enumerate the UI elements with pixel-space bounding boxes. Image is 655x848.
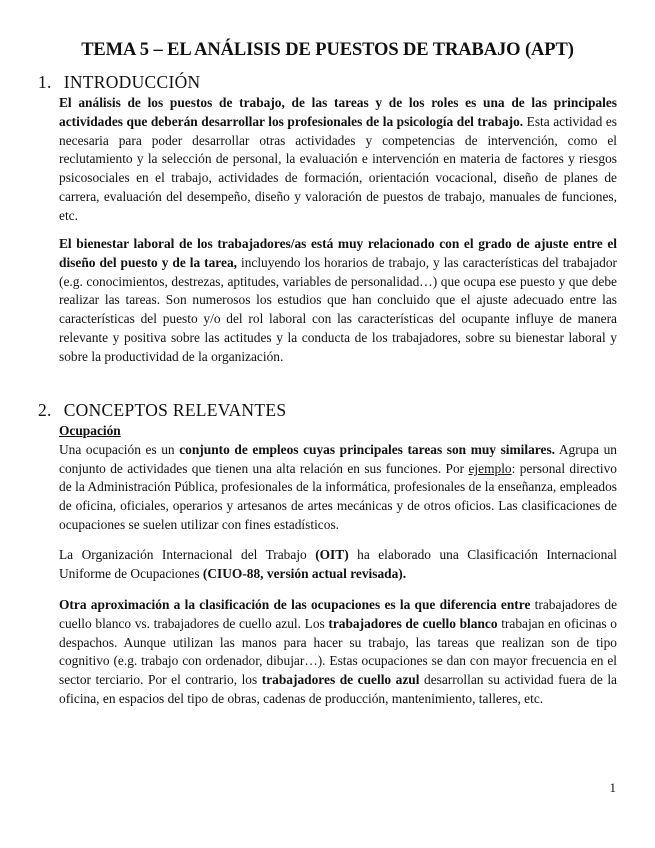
document-title: TEMA 5 – EL ANÁLISIS DE PUESTOS DE TRABAJO (APT) bbox=[81, 40, 574, 60]
paragraph bbox=[59, 441, 617, 535]
paragraph bbox=[59, 94, 617, 226]
paragraph-text: incluyendo los horarios de trabajo, y las características del trabajador (e.g. conocimientos, destrezas, aptitudes, variables de personalidad…) que ocupa ese puesto y que debe realizar las tareas. Son numerosos los estudios que han concluido que el ajuste adecuado entre las características del puesto y/o del rol laboral con las características del ocupante influye de manera relevante y positiva sobre las actitudes y la conducta de los trabajadores, sobre su bienestar laboral y sobre la productividad de la organización. bbox=[59, 254, 617, 364]
section-heading-introduccion bbox=[38, 72, 200, 93]
bold-text: conjunto de empleos cuyas principales tareas son muy similares. bbox=[179, 441, 555, 457]
paragraph-text: trabajadores de cuello blanco vs. trabajadores de cuello azul. Los bbox=[59, 597, 618, 631]
section-title: CONCEPTOS RELEVANTES bbox=[63, 400, 287, 420]
section1-body-2 bbox=[59, 235, 617, 367]
underlined-text: ejemplo bbox=[468, 460, 512, 476]
page-number: 1 bbox=[609, 780, 616, 795]
bold-text: (CIUO-88, versión actual revisada). bbox=[202, 565, 407, 581]
section1-body bbox=[59, 94, 617, 226]
paragraph-text: Esta actividad es necesaria para poder desarrollar otras actividades y competencias de intervención, como el reclutamiento y la selección de personal, la evaluación e intervención en materia de factores y riesgos psicosociales en el trabajo, actividades de formación, orientación vocacional, diseño de planes de carrera, evaluación del desempeño, diseño y valoración de puestos de trabajo, manuales de funciones, etc. bbox=[59, 113, 617, 223]
paragraph bbox=[59, 546, 617, 584]
bold-text: trabajadores de cuello blanco bbox=[328, 615, 498, 631]
bold-text: (OIT) bbox=[315, 547, 349, 562]
paragraph bbox=[59, 235, 617, 367]
bold-text: El bienestar laboral de los trabajadores/as está muy relacionado con el grado de ajuste entre el diseño del puesto y de la tarea, bbox=[59, 236, 617, 270]
paragraph-text: ha elaborado una Clasificación Internacional Uniforme de Ocupaciones bbox=[59, 547, 617, 581]
bold-text: Otra aproximación a la clasificación de las ocupaciones es la que diferencia entre bbox=[59, 597, 531, 612]
section-number: 1. bbox=[38, 72, 52, 92]
section-title: INTRODUCCIÓN bbox=[63, 72, 201, 92]
paragraph bbox=[59, 596, 617, 709]
bold-text: trabajadores de cuello azul bbox=[261, 672, 420, 688]
paragraph-text: : personal directivo de la Administración Pública, profesionales de la informática, profesionales de la enseñanza, empleados de oficina, oficiales, operarios y artesanos de artes mecánicas y de otros oficios. Las clasificaciones de ocupaciones se suelen utilizar con fines estadísticos. bbox=[59, 460, 617, 532]
bold-text: El análisis de los puestos de trabajo, de las tareas y de los roles es una de las principales actividades que deberán desarrollar los profesionales de la psicología del trabajo. bbox=[59, 95, 617, 129]
section-heading-conceptos bbox=[38, 400, 286, 421]
subheading: Ocupación bbox=[59, 423, 121, 438]
section2-body bbox=[59, 422, 617, 535]
paragraph-text: La Organización Internacional del Trabajo bbox=[59, 547, 316, 562]
paragraph-text: Una ocupación es un bbox=[59, 441, 180, 457]
section-number: 2. bbox=[38, 400, 52, 420]
paragraph-text: Agrupa un conjunto de actividades que tienen una alta relación en sus funciones. Por bbox=[59, 441, 617, 476]
subheading-ocupacion bbox=[59, 422, 617, 441]
paragraph-text: trabajan en oficinas o despachos. Aunque utilizan las manos para hacer su trabajo, las tareas que realizan son de tipo cognitivo (e.g. trabajo con ordenador, dibujar…). Estas ocupaciones se dan con mayor frecuencia en el sector terciario. Por el contrario, los bbox=[59, 615, 617, 688]
section2-body-2 bbox=[59, 546, 617, 584]
paragraph-text: desarrollan su actividad fuera de la oficina, en espacios del tipo de obras, cadenas de producción, mantenimiento, talleres, etc. bbox=[59, 672, 618, 706]
section2-body-3 bbox=[59, 596, 617, 709]
